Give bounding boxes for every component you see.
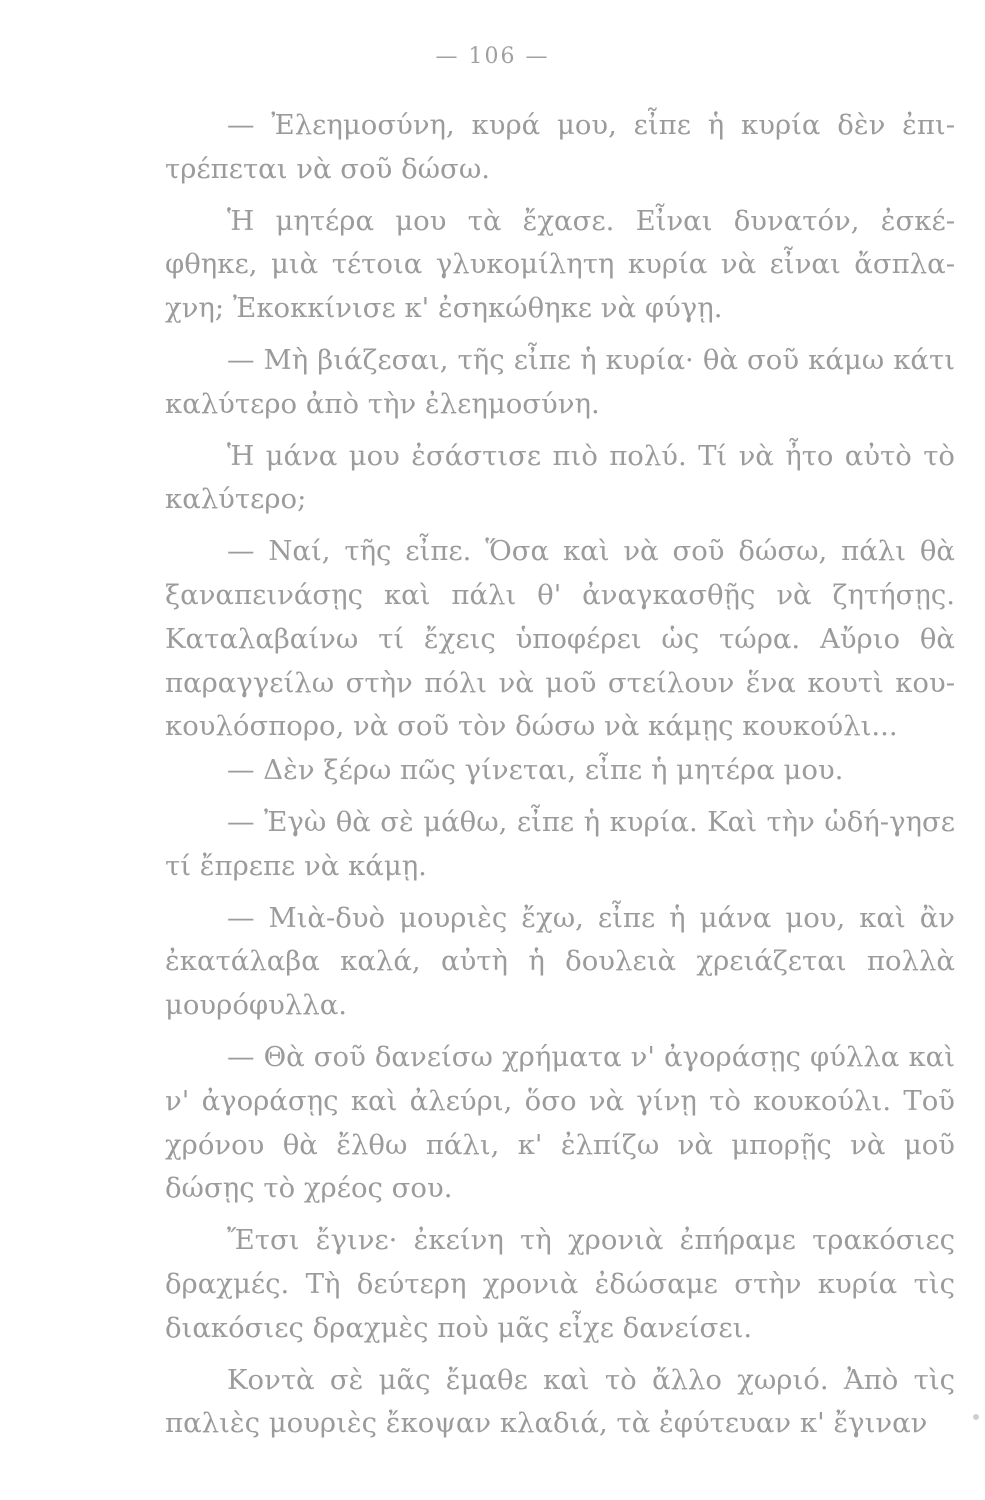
paragraph: Ἡ μάνα μου ἐσάστισε πιὸ πολύ. Τί νὰ ἦτο αὐτὸ τὸ καλύτερο;	[165, 439, 955, 516]
paragraph: Ἡ μητέρα μου τὰ ἔχασε. Εἶναι δυνατόν, ἐσκέ-φθηκε, μιὰ τέτοια γλυκομίλητη κυρία νὰ εἶναι ἄσπλα-χνη; Ἐκοκκίνισε κ' ἐσηκώθηκε νὰ φύγῃ.	[165, 204, 955, 325]
paragraph: — Ναί, τῆς εἶπε. Ὅσα καὶ νὰ σοῦ δώσω, πάλι θὰ ξαναπεινάσῃς καὶ πάλι θ' ἀναγκασθῇς νὰ ζητήσῃς. Καταλαβαίνω τί ἔχεις ὑποφέρει ὡς τώρα. Αὔριο θὰ παραγγείλω στὴν πόλι νὰ μοῦ στείλουν ἕνα κουτὶ κου-κουλόσπορο, νὰ σοῦ τὸν δώσω νὰ κάμῃς κουκούλι...	[165, 535, 955, 743]
paragraph: — Ἐλεημοσύνη, κυρά μου, εἶπε ἡ κυρία δὲν ἐπι-τρέπεται νὰ σοῦ δώσω.	[165, 109, 955, 185]
paragraph: — Μιὰ-δυὸ μουριὲς ἔχω, εἶπε ἡ μάνα μου, καὶ ἂν ἐκατάλαβα καλά, αὐτὴ ἡ δουλειὰ χρειάζεται πολλὰ μουρόφυλλα.	[165, 901, 955, 1022]
paragraph: Κοντὰ σὲ μᾶς ἔμαθε καὶ τὸ ἄλλο χωριό. Ἀπὸ τὶς παλιὲς μουριὲς ἔκοψαν κλαδιά, τὰ ἐφύτευαν κ' ἔγιναν	[165, 1363, 955, 1440]
body-text	[165, 104, 955, 1446]
paragraph: Ἔτσι ἔγινε· ἐκείνη τὴ χρονιὰ ἐπήραμε τρακόσιες δραχμές. Τὴ δεύτερη χρονιὰ ἐδώσαμε στὴν κυρία τὶς διακόσιες δραχμὲς ποὺ μᾶς εἶχε δανείσει.	[165, 1224, 955, 1344]
paragraph: — Μὴ βιάζεσαι, τῆς εἶπε ἡ κυρία· θὰ σοῦ κάμω κάτι καλύτερο ἀπὸ τὴν ἐλεημοσύνη.	[165, 343, 955, 420]
scan-speck	[973, 1414, 979, 1420]
page-number: — 106 —	[435, 44, 550, 69]
paragraph: — Δὲν ξέρω πῶς γίνεται, εἶπε ἡ μητέρα μου.	[227, 754, 844, 787]
paragraph: — Ἐγὼ θὰ σὲ μάθω, εἶπε ἡ κυρία. Καὶ τὴν ὡδή-γησε τί ἔπρεπε νὰ κάμῃ.	[165, 805, 955, 882]
paragraph: — Θὰ σοῦ δανείσω χρήματα ν' ἀγοράσῃς φύλλα καὶ ν' ἀγοράσῃς καὶ ἀλεύρι, ὅσο νὰ γίνῃ τὸ κουκούλι. Τοῦ χρόνου θὰ ἔλθω πάλι, κ' ἐλπίζω νὰ μπορῇς νὰ μοῦ δώσῃς τὸ χρέος σου.	[165, 1040, 955, 1205]
